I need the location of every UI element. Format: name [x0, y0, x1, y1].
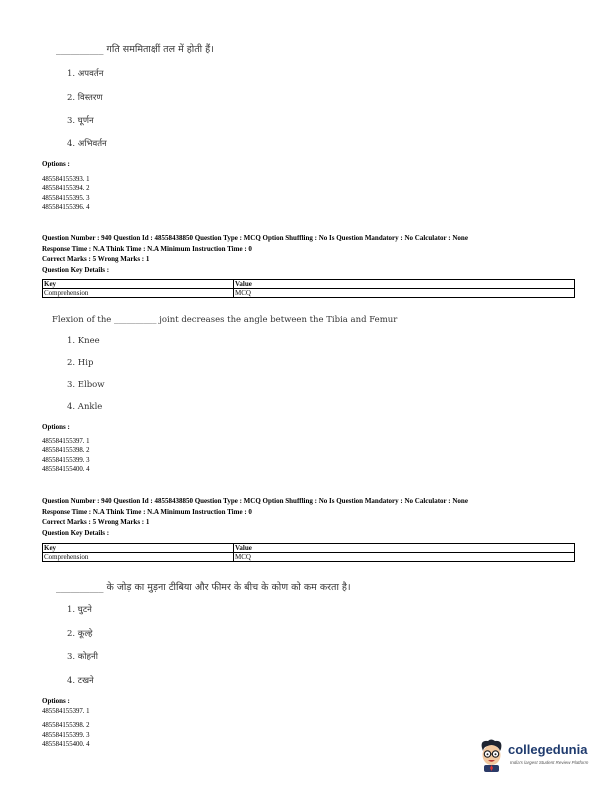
- value-header: Value: [234, 280, 575, 289]
- meta-line-response-time: Response Time : N.A Think Time : N.A Minimum Instruction Time : 0: [42, 507, 252, 516]
- option-id: 485584155398. 2: [42, 447, 90, 455]
- collegedunia-tagline: India's largest Student Review Platform: [510, 760, 589, 765]
- question-3-options-label: Options :: [42, 697, 70, 705]
- question-3-option-2: 2. कूल्हे: [67, 629, 93, 639]
- meta-line-marks: Correct Marks : 5 Wrong Marks : 1: [42, 255, 150, 263]
- question-1-options-label: Options :: [42, 160, 70, 168]
- question-2-text: [52, 315, 397, 325]
- collegedunia-mascot-icon: [476, 738, 506, 772]
- meta-line-response-time: Response Time : N.A Think Time : N.A Minimum Instruction Time : 0: [42, 244, 252, 253]
- question-2-option-3: 3. Elbow: [67, 380, 105, 390]
- option-id: 485584155395. 3: [42, 194, 90, 202]
- value-header: Value: [234, 544, 575, 553]
- question-1-option-ids: [42, 175, 90, 212]
- option-id: 485584155398. 2: [42, 722, 90, 730]
- question-2-option-ids: [42, 437, 90, 474]
- question-3-option-ids: [42, 707, 90, 749]
- question-key-table-2: [42, 543, 575, 562]
- question-1-option-2: 2. विस्तरण: [67, 93, 103, 103]
- question-3-blank: __________: [56, 582, 104, 593]
- question-3-option-1: 1. घुटने: [67, 605, 92, 615]
- option-id: 485584155400. 4: [42, 465, 90, 473]
- meta-line-marks: Correct Marks : 5 Wrong Marks : 1: [42, 518, 150, 526]
- option-id: 485584155396. 4: [42, 203, 90, 211]
- meta-line-question-info: Question Number : 940 Question Id : 48558438850 Question Type : MCQ Option Shuffling : No Is Question Mandatory : No Calculator : None: [42, 497, 468, 505]
- option-id: 485584155393. 1: [42, 176, 90, 183]
- key-header: Key: [43, 544, 234, 553]
- question-3-text: [56, 580, 351, 593]
- meta-line-key-details: Question Key Details :: [42, 528, 110, 537]
- option-id: 485584155399. 3: [42, 731, 90, 739]
- key-cell: Comprehension: [43, 289, 234, 298]
- question-2-option-2: 2. Hip: [67, 358, 94, 368]
- question-3-option-3: 3. कोहनी: [67, 652, 98, 662]
- key-header: Key: [43, 280, 234, 289]
- collegedunia-logo-text: collegedunia: [508, 742, 588, 757]
- key-cell: Comprehension: [43, 553, 234, 562]
- question-1-option-4: 4. अभिवर्तन: [67, 139, 107, 149]
- question-2-blank: __________: [114, 315, 157, 325]
- question-key-table-1: [42, 279, 575, 298]
- option-id: 485584155394. 2: [42, 185, 90, 193]
- question-meta-1: [42, 233, 468, 275]
- question-1-body: गति सममिताक्षीं तल में होती हैं।: [106, 44, 214, 55]
- option-id: 485584155397. 1: [42, 708, 90, 715]
- question-2-option-4: 4. Ankle: [67, 402, 103, 412]
- question-meta-2: [42, 496, 468, 538]
- option-id: 485584155399. 3: [42, 456, 90, 464]
- value-cell: MCQ: [234, 553, 575, 562]
- question-2-option-1: 1. Knee: [67, 336, 100, 346]
- question-3-body: के जोड़ का मुड़ना टीबिया और फीमर के बीच के कोण को कम करता है।: [106, 582, 351, 593]
- question-1-option-1: 1. अपवर्तन: [67, 69, 104, 79]
- question-1-blank: __________: [56, 44, 104, 55]
- question-3-option-4: 4. टखने: [67, 676, 94, 686]
- question-2-after: joint decreases the angle between the Tibia and Femur: [159, 315, 398, 325]
- option-id: 485584155400. 4: [42, 740, 90, 748]
- meta-line-question-info: Question Number : 940 Question Id : 48558438850 Question Type : MCQ Option Shuffling : No Is Question Mandatory : No Calculator : None: [42, 234, 468, 242]
- option-id: 485584155397. 1: [42, 438, 90, 445]
- question-2-before: Flexion of the: [52, 315, 112, 325]
- value-cell: MCQ: [234, 289, 575, 298]
- question-2-options-label: Options :: [42, 423, 70, 431]
- meta-line-key-details: Question Key Details :: [42, 265, 110, 274]
- question-1-option-3: 3. घूर्णन: [67, 116, 94, 126]
- question-1-text: [56, 42, 214, 55]
